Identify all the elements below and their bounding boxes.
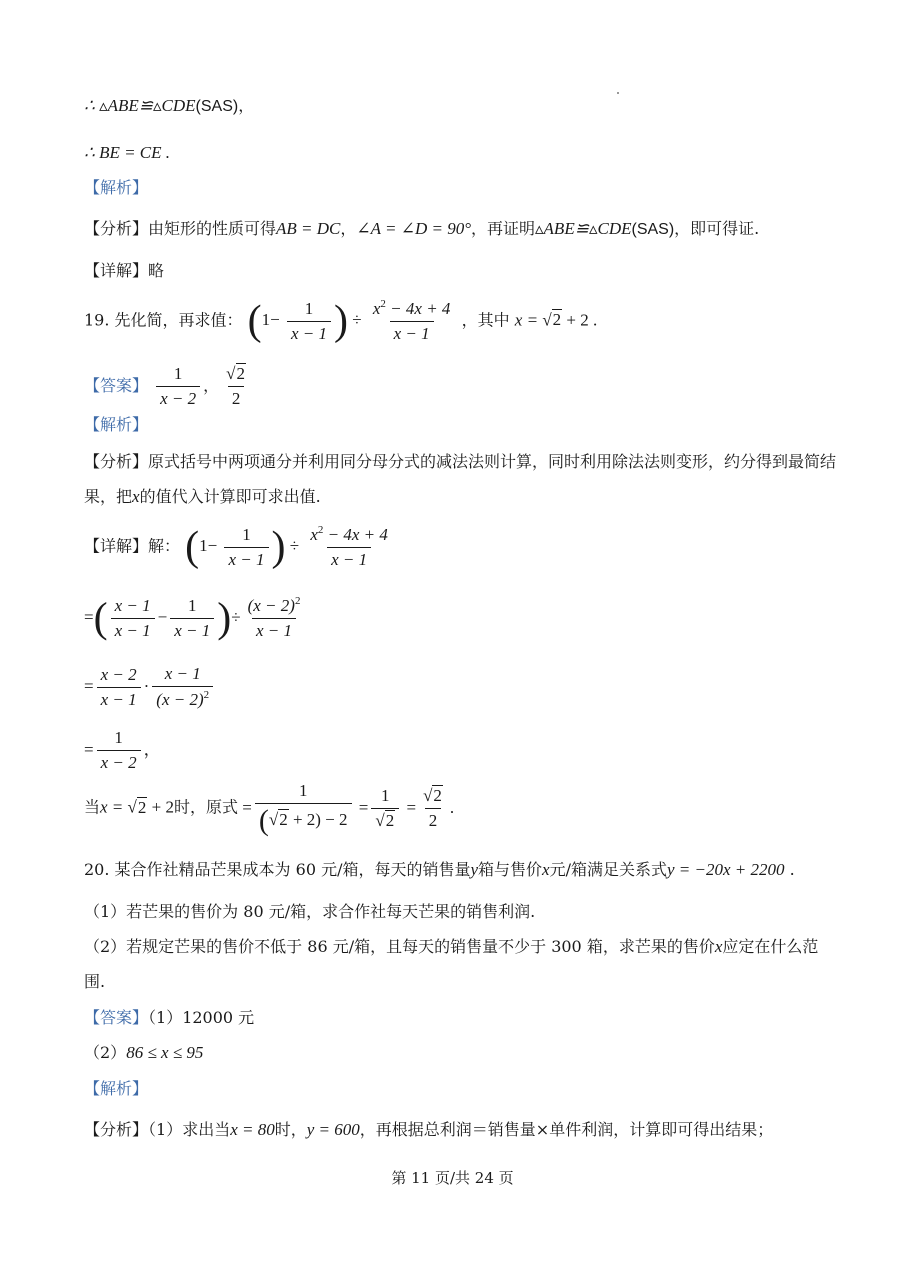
fenxi-text: ，再证明 <box>471 219 536 238</box>
q19-step-1: =( $\frac{x - 1}{x - 1}$ − $\frac{1}{x - 1}$ )÷ $\frac{(x - 2)^2}{x - 1}$ <box>84 595 301 642</box>
jie-text: 解： <box>148 536 181 556</box>
q20-part-2: （2）若规定芒果的售价不低于 86 元/箱，且每天的销售量不少于 300 箱，求芒果的售价x应定在什么范 <box>84 937 819 956</box>
where-text: ，其中 <box>461 310 510 330</box>
math-angles: ∠A = ∠D = 90° <box>356 219 471 238</box>
xiangjie-tag: 【详解】 <box>84 536 149 556</box>
sas-label: (SAS) <box>195 98 239 115</box>
sqrt-sign: √ <box>542 310 552 330</box>
fenxi-line-1 <box>84 219 759 239</box>
question-prompt: 先化简，再求值： <box>114 310 243 330</box>
fenxi-text: ，即可得证. <box>674 219 760 238</box>
comma: ， <box>238 96 255 115</box>
q20-answer-2: （2）86 ≤ x ≤ 95 <box>84 1043 204 1062</box>
q19-step-2: = $\frac{x - 2}{x - 1}$ · $\frac{x - 1}{(x - 2)^2}$ <box>84 664 216 711</box>
q19-answer <box>84 364 253 410</box>
q19-fenxi-line-2: 果，把x的值代入计算即可求出值. <box>84 487 321 506</box>
scan-speck <box>617 92 619 94</box>
jiexi-tag-1: 【解析】 <box>84 178 149 197</box>
conclusion-congruent <box>84 96 254 116</box>
math-minus: − <box>270 310 280 330</box>
question-number: 19. <box>84 310 110 330</box>
math-congruence: ▵ABE≌▵CDE <box>535 219 632 238</box>
xiangjie-text: 略 <box>148 261 165 280</box>
fraction-1-over-x-1: $\frac{1}{x - 1}$ <box>287 299 331 345</box>
sas-label: (SAS) <box>631 221 675 238</box>
math-divide: ÷ <box>352 310 362 330</box>
fenxi-tag: 【分析】 <box>84 452 149 471</box>
q19-problem: 19. 先化简，再求值： (1− $\frac{1}{x - 1}$ ) ÷ $\frac{x^2 - 4x + 4}{x - 1}$ ，其中 x = √2 + 2 . <box>84 298 598 345</box>
comma: ， <box>203 375 220 395</box>
fenxi-text: 原式括号中两项通分并利用同分母分式的减法法则计算，同时利用除法法则变形，约分得到最简结 <box>148 452 837 471</box>
math-ab-dc: AB = DC <box>276 219 341 238</box>
answer-tag: 【答案】 <box>84 375 149 395</box>
math-x: x <box>132 487 140 506</box>
sqrt-2: 2 <box>552 310 562 330</box>
q20-answer-1: 【答案】（1）12000 元 <box>84 1008 255 1027</box>
page-footer: 第 11 页/共 24 页 <box>391 1169 514 1187</box>
conclusion-be-ce: ∴ BE = CE . <box>84 143 171 162</box>
answer-sqrt2-over-2: $\frac{√2}{2}$ <box>226 364 245 409</box>
fraction-quadratic: $\frac{x^2 - 4x + 4}{x - 1}$ <box>372 298 451 344</box>
jiexi-tag-3: 【解析】 <box>84 1079 149 1098</box>
xiangjie-tag: 【详解】 <box>84 261 149 280</box>
math-relation: y = −20x + 2200 <box>667 860 785 879</box>
xiangjie-line-1 <box>84 261 164 280</box>
fenxi-tag: 【分析】 <box>84 1120 149 1139</box>
q20-fenxi: 【分析】（1）求出当x = 80时，y = 600，再根据总利润＝销售量×单件利润，计算即可得出结果； <box>84 1120 774 1139</box>
question-number: 20. <box>84 860 110 879</box>
q19-solution-start: 【详解】解： (1− $\frac{1}{x - 1}$ ) ÷ $\frac{x^2 - 4x + 4}{x - 1}$ <box>84 524 388 571</box>
jiexi-tag-2: 【解析】 <box>84 415 149 434</box>
comma: ， <box>340 219 357 238</box>
answer-tag: 【答案】 <box>84 1008 149 1027</box>
q19-step-3: = $\frac{1}{x - 2}$ ， <box>84 728 161 773</box>
q19-fenxi-line-1 <box>84 452 836 471</box>
q20-problem: 20. 某合作社精品芒果成本为 60 元/箱，每天的销售量y箱与售价x元/箱满足关系式y = −20x + 2200 . <box>84 860 795 879</box>
q20-part-1: （1）若芒果的售价为 80 元/箱，求合作社每天芒果的销售利润. <box>84 902 536 921</box>
fenxi-text: 由矩形的性质可得 <box>148 219 277 238</box>
math-one: 1 <box>261 310 271 330</box>
congruence-statement: ∴ ▵ABE≌▵CDE <box>84 96 196 115</box>
q20-part-2-cont: 围. <box>84 972 106 991</box>
q19-evaluate: 当x = √2 + 2时，原式 = $\frac{1}{(√2 + 2) - 2}$ = $\frac{1}{√2}$ = $\frac{√2}{2}$ . <box>84 781 455 838</box>
answer-fraction: $\frac{1}{x - 2}$ <box>156 364 200 410</box>
fenxi-tag: 【分析】 <box>84 219 149 238</box>
